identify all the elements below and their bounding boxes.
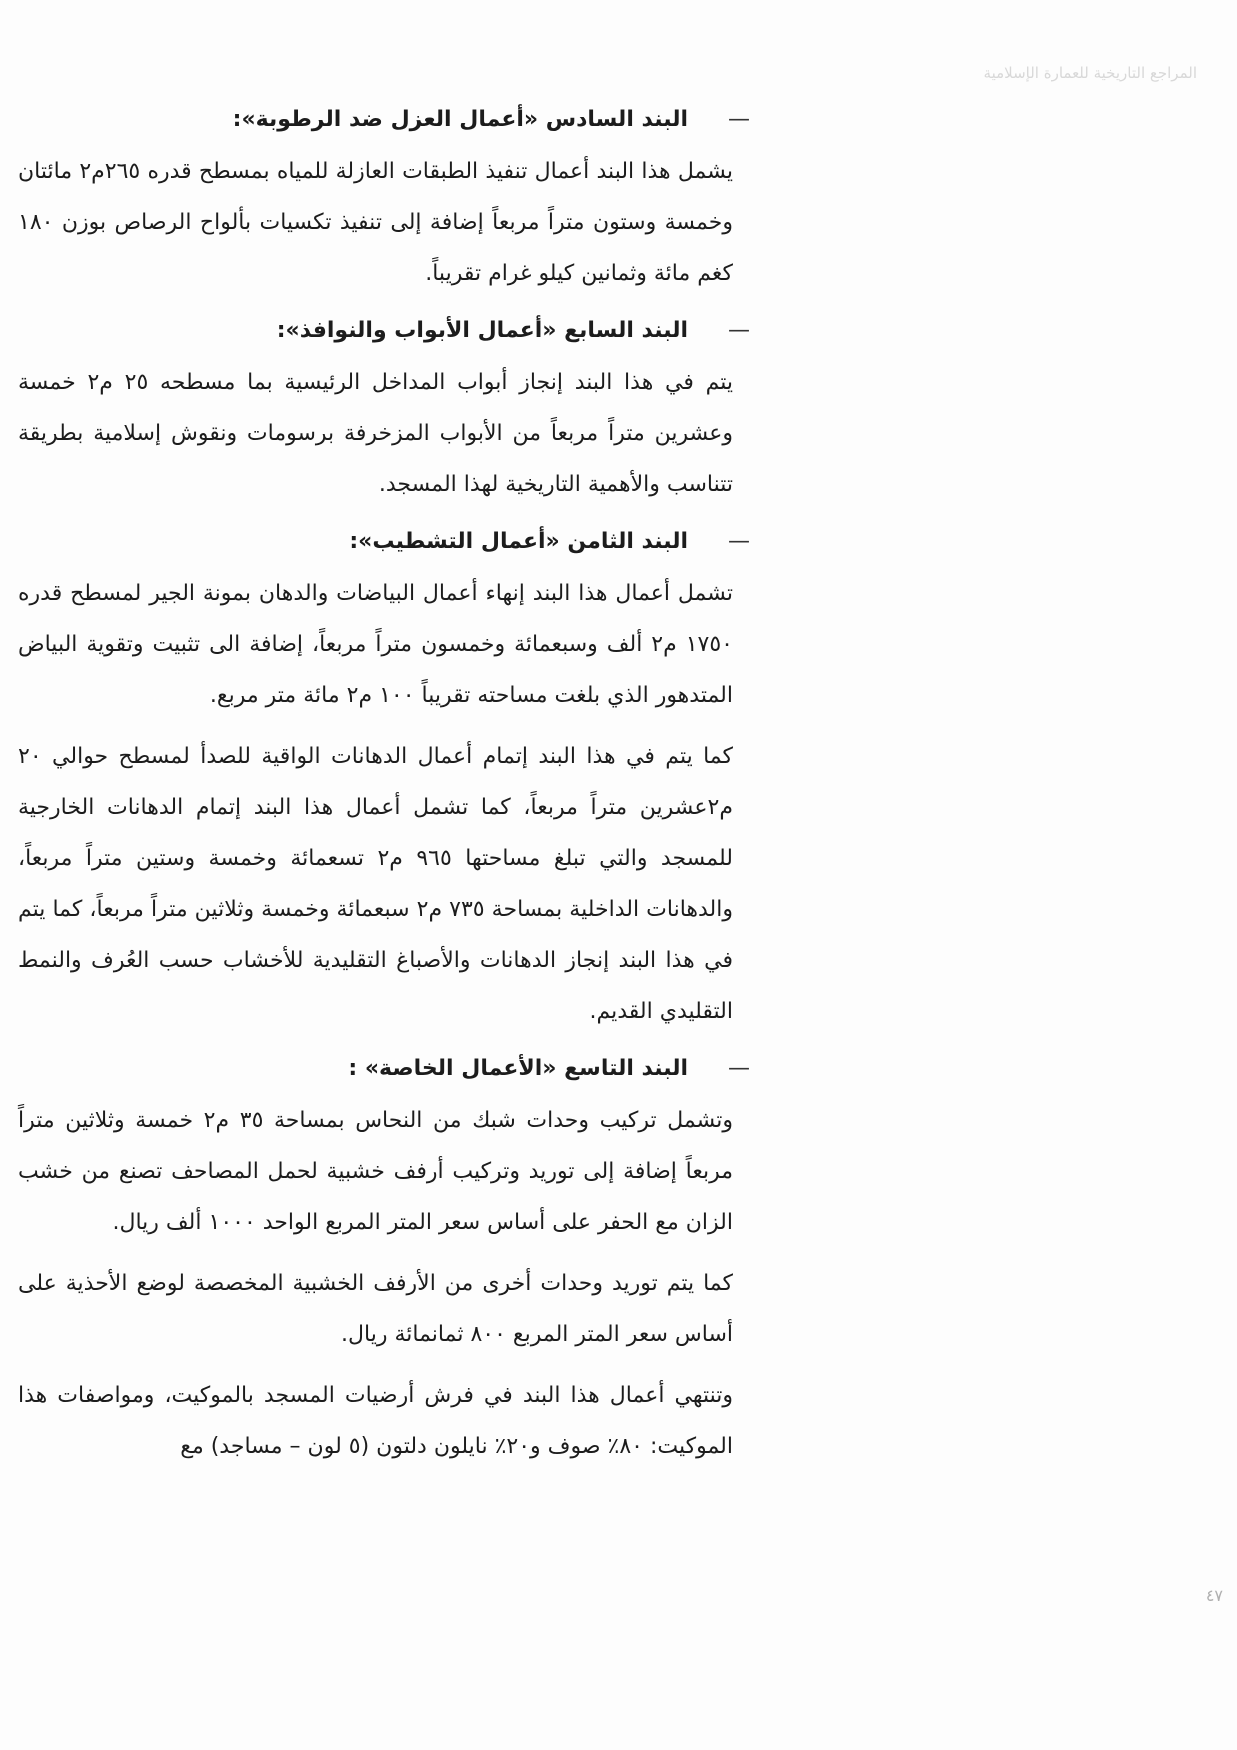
- dash-bullet-icon: —: [728, 318, 750, 343]
- section-heading: [18, 309, 750, 353]
- section-heading: [18, 520, 750, 564]
- dash-bullet-icon: —: [728, 1056, 750, 1081]
- page-content: [18, 98, 750, 1482]
- section-heading-text: البند السابع «أعمال الأبواب والنوافذ»:: [276, 318, 688, 343]
- section-paragraph: كما يتم توريد وحدات أخرى من الأرفف الخشبية المخصصة لوضع الأحذية على أساس سعر المتر المربع ٨٠٠ ثمانمائة ريال.: [18, 1271, 733, 1347]
- section-paragraph: كما يتم في هذا البند إتمام أعمال الدهانات الواقية للصدأ لمسطح حوالي ٢٠ م٢عشرين متراً مربعاً، كما تشمل أعمال هذا البند إتمام الدهانات الخارجية للمسجد والتي تبلغ مساحتها ٩٦٥ م٢ تسعمائة وخمسة وستين متراً مربعاً، والدهانات الداخلية بمساحة ٧٣٥ م٢ سبعمائة وخمسة وثلاثين متراً مربعاً، كما يتم في هذا البند إنجاز الدهانات والأصباغ التقليدية للأخشاب حسب العُرف والنمط التقليدي القديم.: [18, 744, 733, 1024]
- section-heading-text: البند السادس «أعمال العزل ضد الرطوبة»:: [232, 107, 688, 132]
- section-paragraph: يتم في هذا البند إنجاز أبواب المداخل الرئيسية بما مسطحه ٢٥ م٢ خمسة وعشرين متراً مربعاً من الأبواب المزخرفة برسومات ونقوش إسلامية بطريقة تتناسب والأهمية التاريخية لهذا المسجد.: [18, 370, 734, 497]
- section-paragraph: وتنتهي أعمال هذا البند في فرش أرضيات المسجد بالموكيت، ومواصفات هذا الموكيت: ٨٠٪ صوف و٢٠٪ نايلون دلتون (٥ لون – مساجد) مع: [18, 1383, 733, 1459]
- section-paragraph: وتشمل تركيب وحدات شبك من النحاس بمساحة ٣٥ م٢ خمسة وثلاثين متراً مربعاً إضافة إلى توريد وتركيب أرفف خشبية لحمل المصاحف تصنع من خشب الزان مع الحفر على أساس سعر المتر المربع الواحد ١٠٠٠ ألف ريال.: [18, 1108, 733, 1235]
- section-heading: [18, 1047, 750, 1091]
- page-number: ٤٧: [1205, 1586, 1223, 1605]
- running-header: المراجع التاريخية للعمارة الإسلامية: [983, 64, 1197, 82]
- section-heading: [18, 98, 750, 142]
- dash-bullet-icon: —: [728, 529, 750, 554]
- section-paragraph: يشمل هذا البند أعمال تنفيذ الطبقات العازلة للمياه بمسطح قدره ٢٦٥م٢ مائتان وخمسة وستون متراً مربعاً إضافة إلى تنفيذ تكسيات بألواح الرصاص بوزن ١٨٠ كغم مائة وثمانين كيلو غرام تقريباً.: [18, 159, 733, 286]
- dash-bullet-icon: —: [728, 107, 750, 132]
- section-heading-text: البند الثامن «أعمال التشطيب»:: [349, 529, 688, 554]
- section-paragraph: تشمل أعمال هذا البند إنهاء أعمال البياضات والدهان بمونة الجير لمسطح قدره ١٧٥٠ م٢ ألف وسبعمائة وخمسون متراً مربعاً، إضافة الى تثبيت وتقوية البياض المتدهور الذي بلغت مساحته تقريباً ١٠٠ م٢ مائة متر مربع.: [18, 581, 733, 708]
- section-heading-text: البند التاسع «الأعمال الخاصة» :: [348, 1056, 688, 1081]
